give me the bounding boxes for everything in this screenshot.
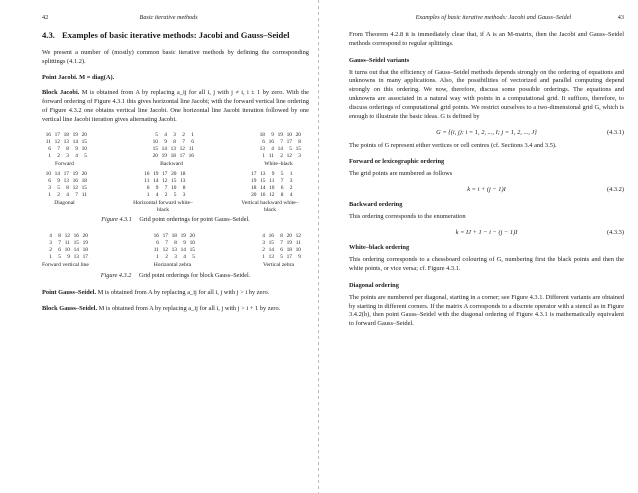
- grid-cell: 17: [63, 171, 69, 178]
- grid-row: [256, 146, 301, 153]
- grid-row: [141, 192, 186, 199]
- grid-cell: 9: [164, 138, 167, 145]
- grid-cell: 18: [63, 131, 69, 138]
- grid-cell: 17: [82, 254, 88, 261]
- forward-ordering-heading: Forward or lexicographic ordering: [349, 158, 445, 166]
- grid-cell: 17: [286, 254, 292, 261]
- grid-row: [149, 132, 194, 139]
- point-gauss-seidel-paragraph: [42, 289, 309, 298]
- equation-4-3-3: [349, 229, 624, 236]
- grid-cell: 6: [262, 138, 265, 145]
- block-gauss-seidel-label: Block Gauss–Seidel.: [42, 304, 98, 312]
- grid-row: [256, 139, 301, 146]
- grid-cell: 19: [286, 240, 292, 247]
- block-jacobi-paragraph: [42, 89, 309, 124]
- grid-cell: 19: [153, 171, 159, 178]
- grid-cell: 14: [72, 138, 78, 145]
- diagonal-ordering-heading: Diagonal ordering: [349, 281, 399, 289]
- right-page: [319, 0, 638, 493]
- white-black-paragraph: This ordering corresponds to a chessboard colouring of G, numbering first the black points and then the white points, or vice versa; cf. Figure 4.3.1.: [349, 256, 624, 272]
- grid-row: [256, 247, 301, 254]
- grid-cell: 16: [188, 152, 194, 159]
- grid-cell: 15: [81, 185, 87, 192]
- grid-row: [43, 247, 88, 254]
- grid-cell: 7: [75, 192, 78, 199]
- grid-cell: 8: [280, 192, 284, 199]
- block-gauss-seidel-text: M is obtained from A by replacing a_ij for all i, j with j > i + 1 by zero.: [98, 304, 281, 312]
- grid-cell: 9: [271, 131, 274, 138]
- grid-cell: 12: [162, 247, 168, 254]
- grid-cell: 7: [280, 240, 283, 247]
- grid-cell: 10: [152, 138, 158, 145]
- grid-row: [141, 178, 186, 185]
- grid-row: [256, 132, 301, 139]
- grid-caption: Forward vertical line: [42, 262, 89, 269]
- grid-cell: 6: [191, 138, 194, 145]
- grid-row: [42, 139, 87, 146]
- grid-row: [248, 185, 293, 192]
- grid-cell: 4: [155, 192, 159, 199]
- grid-cell: 9: [298, 254, 301, 261]
- grid-cell: 8: [173, 138, 176, 145]
- grid-cell: 18: [259, 131, 265, 138]
- grid-cell: 12: [286, 152, 292, 159]
- left-page-number: 42: [42, 14, 49, 21]
- grid-cell: 20: [295, 131, 301, 138]
- grid-cell: 15: [268, 240, 274, 247]
- equation-4-3-1: [349, 129, 624, 136]
- grid-cell: 11: [153, 247, 159, 254]
- grid-cell: 1: [156, 254, 159, 261]
- ordering-grid: [42, 132, 87, 168]
- figure-4-3-1: [42, 132, 309, 224]
- ordering-grid: [256, 132, 301, 168]
- grid-cell: 12: [269, 192, 275, 199]
- grid-cell: 12: [162, 178, 168, 185]
- grid-cell: 6: [280, 247, 283, 254]
- grid-cell: 16: [144, 171, 150, 178]
- grid-cell: 15: [81, 138, 87, 145]
- ordering-grid: [239, 171, 301, 213]
- grid-cell: 14: [54, 171, 60, 178]
- grid-cell: 15: [189, 247, 195, 254]
- grid-cell: 20: [81, 131, 87, 138]
- grid-cell: 20: [152, 152, 158, 159]
- grid-cell: 11: [188, 145, 194, 152]
- grid-cell: 11: [268, 152, 274, 159]
- grid-cell: 16: [153, 233, 159, 240]
- ordering-grid: [42, 171, 87, 213]
- section-number: 4.3.: [42, 30, 55, 40]
- block-jacobi-label: Block Jacobi.: [42, 89, 80, 97]
- grid-cell: 9: [57, 178, 60, 185]
- grid-cell: 18: [286, 247, 292, 254]
- grid-cell: 3: [49, 240, 52, 247]
- equation-4-3-1-number: (4.3.1): [606, 128, 624, 136]
- grid-cell: 12: [64, 233, 70, 240]
- grid-cell: 8: [66, 185, 69, 192]
- grid-row: [42, 185, 87, 192]
- grid-row: [42, 178, 87, 185]
- grid-cell: 5: [173, 192, 177, 199]
- grid-cell: 19: [82, 240, 88, 247]
- grid-cell: 1: [48, 192, 51, 199]
- figure-4-3-2-row: [42, 233, 309, 269]
- forward-ordering-paragraph: The grid points are numbered as follows: [349, 170, 453, 178]
- grid-cell: 1: [49, 254, 52, 261]
- grid-cell: 9: [271, 171, 275, 178]
- grid-cell: 1: [262, 152, 265, 159]
- grid-row: [149, 153, 194, 160]
- ordering-grid: [132, 171, 194, 213]
- theorem-paragraph: From Theorem 4.2.8 it is immediately clear that, if A is an M-matrix, then the Jacobi and Gauss–Seidel methods correspond to regular splittings.: [349, 31, 624, 47]
- grid-row: [43, 233, 88, 240]
- equation-4-3-2-number: (4.3.2): [606, 186, 624, 194]
- grid-cell: 5: [280, 171, 284, 178]
- grid-cell: 14: [260, 185, 266, 192]
- grid-cell: 18: [82, 247, 88, 254]
- grid-cell: 3: [298, 152, 301, 159]
- point-gauss-seidel-text: M is obtained from A by replacing a_ij for all i, j with j > i by zero.: [97, 289, 270, 297]
- figure-4-3-1-row1: [42, 132, 309, 168]
- grid-cell: 14: [73, 247, 79, 254]
- grid-cell: 10: [45, 171, 51, 178]
- grid-cell: 12: [179, 145, 185, 152]
- grid-row: [150, 254, 195, 261]
- grid-caption: Diagonal: [54, 200, 75, 207]
- grid-cell: 9: [67, 254, 70, 261]
- grid-cell: 14: [268, 247, 274, 254]
- point-gauss-seidel-label: Point Gauss–Seidel.: [42, 289, 96, 297]
- grid-cell: 3: [173, 131, 176, 138]
- grid-cell: 3: [174, 254, 177, 261]
- grid-cell: 16: [45, 131, 51, 138]
- ordering-grid: [256, 233, 301, 269]
- grid-cell: 6: [48, 145, 51, 152]
- grid-cell: 10: [64, 247, 70, 254]
- ordering-grid: [149, 132, 194, 168]
- grid-cell: 18: [180, 171, 186, 178]
- grid-cell: 20: [251, 192, 257, 199]
- grid-cell: 10: [295, 247, 301, 254]
- figure-4-3-2-label: Figure 4.3.2: [100, 272, 132, 280]
- grid-cell: 11: [269, 178, 275, 185]
- grid-cell: 15: [152, 145, 158, 152]
- grid-caption: Vertical zebra: [263, 262, 294, 269]
- grid-cell: 19: [161, 152, 167, 159]
- grid-cell: 17: [162, 171, 168, 178]
- grid-row: [150, 233, 195, 240]
- grid-cell: 17: [179, 152, 185, 159]
- equation-4-3-3-number: (4.3.3): [606, 229, 624, 237]
- grid-row: [256, 233, 301, 240]
- grid-cell: 5: [289, 145, 292, 152]
- point-jacobi-text: M = diag(A).: [79, 73, 115, 81]
- grid-cell: 13: [73, 254, 79, 261]
- grid-cell: 16: [73, 233, 79, 240]
- grid-cell: 13: [63, 178, 69, 185]
- grid-cell: 8: [182, 185, 186, 192]
- grid-cell: 19: [251, 178, 257, 185]
- grid-cell: 4: [271, 145, 274, 152]
- diagonal-ordering-paragraph: The points are numbered per diagonal, starting in a corner; see Figure 4.3.1. Different variants are obtained by starting in different corners. If the matrix A corresponds to a discrete operator with a stencil as in Figure 3.4.2(b), then point Gauss–Seidel with the diagonal ordering of Figure 4.3.1 is mathematically equivalent to forward Gauss–Seidel.: [349, 293, 624, 328]
- grid-cell: 15: [295, 145, 301, 152]
- grid-cell: 2: [165, 254, 168, 261]
- grid-cell: 19: [72, 171, 78, 178]
- grid-cell: 18: [170, 152, 176, 159]
- grid-caption: Vertical backward white–black: [241, 200, 299, 213]
- equation-4-3-1-expression: G = {(i, j): i = 1, 2, ..., I; j = 1, 2, ..., J}: [436, 128, 537, 136]
- white-black-heading: White–black ordering: [349, 244, 410, 252]
- grid-cell: 16: [72, 178, 78, 185]
- intro-paragraph: We present a number of (mostly) common basic iterative methods by defining the corresponding splittings (4.1.2).: [42, 48, 309, 65]
- grid-caption: Horizontal zebra: [153, 262, 192, 269]
- grid-cell: 8: [174, 240, 177, 247]
- grid-cell: 19: [180, 233, 186, 240]
- grid-cell: 10: [171, 185, 177, 192]
- figure-4-3-1-label: Figure 4.3.1: [101, 216, 132, 224]
- grid-cell: 2: [280, 152, 283, 159]
- figure-4-3-2-caption: [42, 272, 309, 279]
- grid-cell: 16: [260, 192, 266, 199]
- figure-4-3-1-row2: [42, 171, 309, 213]
- grid-row: [43, 240, 88, 247]
- backward-ordering-heading: Backward ordering: [349, 201, 403, 209]
- grid-cell: 6: [58, 247, 61, 254]
- grid-cell: 14: [277, 145, 283, 152]
- grid-cell: 18: [171, 233, 177, 240]
- grid-cell: 10: [286, 131, 292, 138]
- grid-cell: 17: [286, 138, 292, 145]
- grid-cell: 14: [153, 178, 159, 185]
- ordering-grid: [42, 233, 89, 269]
- grid-cell: 1: [48, 152, 51, 159]
- grid-points-paragraph: The points of G represent either vertices or cell centres (cf. Sections 3.4 and 3.5).: [349, 141, 557, 149]
- left-running-title: Basic iterative methods: [139, 14, 198, 21]
- grid-cell: 5: [84, 152, 87, 159]
- grid-cell: 2: [182, 131, 185, 138]
- block-gauss-seidel-paragraph: [42, 305, 309, 314]
- grid-cell: 20: [286, 233, 292, 240]
- grid-cell: 3: [48, 185, 51, 192]
- grid-row: [256, 153, 301, 160]
- grid-cell: 15: [260, 178, 266, 185]
- grid-cell: 12: [72, 185, 78, 192]
- grid-row: [256, 240, 301, 247]
- grid-cell: 14: [161, 145, 167, 152]
- grid-cell: 3: [262, 240, 265, 247]
- grid-cell: 10: [81, 145, 87, 152]
- grid-cell: 13: [268, 254, 274, 261]
- equation-4-3-2: [349, 186, 624, 193]
- grid-row: [42, 153, 87, 160]
- grid-cell: 1: [191, 131, 194, 138]
- grid-cell: 6: [146, 185, 150, 192]
- grid-cell: 14: [180, 247, 186, 254]
- grid-cell: 1: [262, 254, 265, 261]
- grid-cell: 20: [81, 171, 87, 178]
- grid-cell: 18: [251, 185, 257, 192]
- grid-cell: 13: [259, 145, 265, 152]
- backward-ordering-paragraph: This ordering corresponds to the enumeration: [349, 213, 466, 221]
- grid-cell: 2: [164, 192, 168, 199]
- grid-caption: Backward: [160, 160, 183, 167]
- grid-cell: 11: [45, 138, 51, 145]
- grid-cell: 19: [277, 131, 283, 138]
- grid-cell: 2: [57, 152, 60, 159]
- grid-cell: 1: [289, 171, 293, 178]
- grid-cell: 7: [57, 145, 60, 152]
- point-jacobi-paragraph: [42, 74, 309, 83]
- section-title: Examples of basic iterative methods: Jacobi and Gauss–Seidel: [62, 30, 290, 40]
- grid-cell: 2: [57, 192, 60, 199]
- grid-cell: 12: [295, 233, 301, 240]
- variants-heading: Gauss–Seidel variants: [349, 56, 410, 64]
- section-heading: [42, 31, 309, 41]
- grid-cell: 3: [182, 192, 186, 199]
- grid-cell: 6: [48, 178, 51, 185]
- grid-cell: 15: [171, 178, 177, 185]
- grid-cell: 20: [82, 233, 88, 240]
- grid-row: [43, 254, 88, 261]
- grid-caption: Forward: [55, 160, 74, 167]
- grid-cell: 11: [64, 240, 70, 247]
- grid-cell: 7: [280, 138, 283, 145]
- grid-row: [248, 192, 293, 199]
- grid-cell: 7: [58, 240, 61, 247]
- grid-cell: 9: [183, 240, 186, 247]
- grid-cell: 16: [268, 138, 274, 145]
- grid-cell: 4: [164, 131, 167, 138]
- grid-row: [42, 146, 87, 153]
- grid-cell: 5: [280, 254, 283, 261]
- grid-cell: 10: [269, 185, 275, 192]
- figure-4-3-1-caption: [42, 216, 309, 223]
- grid-cell: 20: [171, 171, 177, 178]
- variants-paragraph: It turns out that the efficiency of Gauss–Seidel methods depends strongly on the ordering of equations and unknowns in many applications. Also, the possibilities of vectorized and parallel computing depend strongly on this ordering. We now, therefore, discuss some possible orderings. The equations and unknowns are associated in a natural way with points in a computational grid. It suffices, therefore, to discuss orderings of computational grid points. We restrict ourselves to a two-dimensional grid G, which is enough to illustrate the basic ideas. G is defined by: [349, 68, 624, 120]
- grid-cell: 4: [289, 192, 293, 199]
- grid-cell: 12: [54, 138, 60, 145]
- grid-cell: 4: [183, 254, 186, 261]
- grid-cell: 7: [164, 185, 168, 192]
- grid-row: [149, 139, 194, 146]
- grid-cell: 7: [182, 138, 185, 145]
- grid-cell: 17: [251, 171, 257, 178]
- grid-cell: 3: [66, 152, 69, 159]
- grid-cell: 8: [280, 233, 283, 240]
- grid-cell: 19: [72, 131, 78, 138]
- grid-row: [141, 171, 186, 178]
- grid-cell: 13: [171, 247, 177, 254]
- grid-caption: Horizontal forward white–black: [133, 200, 193, 213]
- grid-cell: 20: [189, 233, 195, 240]
- grid-row: [42, 171, 87, 178]
- grid-cell: 8: [66, 145, 69, 152]
- grid-cell: 9: [155, 185, 159, 192]
- grid-row: [248, 178, 293, 185]
- grid-cell: 7: [280, 178, 284, 185]
- grid-cell: 17: [162, 233, 168, 240]
- grid-cell: 1: [146, 192, 150, 199]
- grid-cell: 13: [180, 178, 186, 185]
- grid-cell: 4: [49, 233, 52, 240]
- equation-4-3-3-expression: k = IJ + 1 − i − (j − 1)I: [455, 229, 518, 237]
- figure-4-3-2-text: Grid point orderings for block Gauss–Seidel.: [138, 272, 251, 280]
- grid-row: [42, 132, 87, 139]
- grid-cell: 15: [73, 240, 79, 247]
- point-jacobi-label: Point Jacobi.: [42, 73, 78, 81]
- grid-cell: 5: [155, 131, 158, 138]
- grid-cell: 13: [170, 145, 176, 152]
- grid-row: [141, 185, 186, 192]
- right-running-head: [349, 14, 624, 21]
- figure-4-3-2: [42, 233, 309, 279]
- grid-cell: 11: [295, 240, 301, 247]
- grid-cell: 5: [192, 254, 195, 261]
- grid-cell: 2: [262, 247, 265, 254]
- grid-cell: 6: [280, 185, 284, 192]
- block-jacobi-text: M is obtained from A by replacing a_ij for all i, j with j ≠ i, i ± 1 by zero. With the forward ordering of Figure 4.3.1 this gives horizontal line Jacobi; with the forward vertical line ordering of Figure 4.3.2 one obtains vertical line Jacobi. One horizontal line Jacobi iteration followed by one vertical line Jacobi iteration gives alternating Jacobi.: [42, 89, 309, 123]
- grid-cell: 4: [66, 192, 69, 199]
- right-page-number: 43: [617, 14, 624, 21]
- grid-cell: 4: [75, 152, 78, 159]
- grid-cell: 8: [58, 233, 61, 240]
- grid-cell: 13: [260, 171, 266, 178]
- grid-cell: 11: [81, 192, 87, 199]
- grid-cell: 17: [54, 131, 60, 138]
- grid-cell: 2: [49, 247, 52, 254]
- grid-cell: 18: [81, 178, 87, 185]
- grid-cell: 16: [268, 233, 274, 240]
- grid-cell: 7: [165, 240, 168, 247]
- grid-cell: 4: [262, 233, 265, 240]
- grid-row: [248, 171, 293, 178]
- grid-cell: 5: [57, 185, 60, 192]
- grid-cell: 8: [298, 138, 301, 145]
- grid-caption: White–black: [264, 160, 293, 167]
- equation-4-3-2-expression: k = i + (j − 1)I: [467, 186, 506, 194]
- grid-row: [42, 192, 87, 199]
- grid-cell: 9: [75, 145, 78, 152]
- grid-cell: 2: [289, 185, 293, 192]
- grid-row: [149, 146, 194, 153]
- grid-cell: 13: [63, 138, 69, 145]
- right-running-title: Examples of basic iterative methods: Jacobi and Gauss–Seidel: [415, 14, 572, 21]
- ordering-grid: [150, 233, 195, 269]
- grid-cell: 5: [58, 254, 61, 261]
- figure-4-3-1-text: Grid point orderings for point Gauss–Seidel.: [139, 216, 250, 224]
- grid-row: [256, 254, 301, 261]
- grid-cell: 10: [189, 240, 195, 247]
- grid-row: [150, 240, 195, 247]
- grid-row: [150, 247, 195, 254]
- grid-cell: 11: [144, 178, 150, 185]
- left-running-head: [42, 14, 309, 21]
- grid-cell: 3: [289, 178, 293, 185]
- grid-cell: 6: [156, 240, 159, 247]
